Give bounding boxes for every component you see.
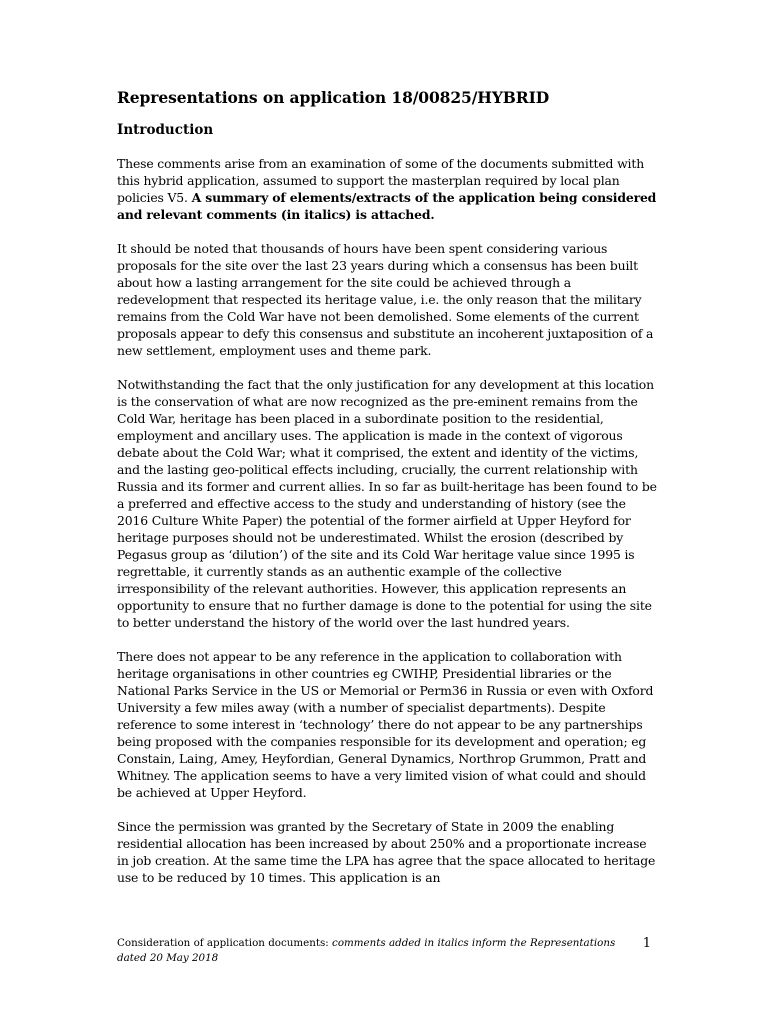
- paragraph-4: There does not appear to be any reference in the application to collaboration with heritage organisations in other countries eg CWIHP, Presidential libraries or the National Parks Service in the US or Memorial or Perm36 in Russia or even with Oxford University a few miles away (with a number of specialist departments). Despite reference to some interest in ‘technology’ there do not appear to be any partnerships being proposed with the companies responsible for its development and operation; eg Constain, Laing, Amey, Heyfordian, General Dynamics, Northrop Grummon, Pratt and Whitney. The application seems to have a very limited vision of what could and should be achieved at Upper Heyford.: [117, 649, 654, 800]
- page-number: 1: [642, 936, 651, 951]
- section-heading-introduction: Introduction: [117, 122, 214, 138]
- paragraph-1: [117, 155, 657, 223]
- page-footer: [117, 936, 657, 966]
- paragraph-1-text: These comments arise from an examination of some of the documents submitted with this hybrid application, assumed to support the masterplan required by local plan policies V5.: [117, 156, 645, 205]
- footer-note-plain: Consideration of application documents:: [117, 937, 333, 949]
- footer-note-italic-2: dated 20 May 2018: [117, 952, 219, 964]
- footer-note-italic-1: comments added in italics inform the Representations: [332, 937, 616, 949]
- document-title: Representations on application 18/00825/HYBRID: [117, 88, 550, 107]
- paragraph-5: Since the permission was granted by the Secretary of State in 2009 the enabling residential allocation has been increased by about 250% and a proportionate increase in job creation. At the same time the LPA has agree that the space allocated to heritage use to be reduced by 10 times. This application is an: [117, 819, 656, 885]
- paragraph-1-bold-text: A summary of elements/extracts of the application being considered and relevant comments (in italics) is attached.: [117, 190, 657, 222]
- footer-note: [117, 936, 637, 966]
- paragraph-2: It should be noted that thousands of hours have been spent considering various proposals for the site over the last 23 years during which a consensus has been built about how a lasting arrangement for the site could be achieved through a redevelopment that respected its heritage value, i.e. the only reason that the military remains from the Cold War have not been demolished. Some elements of the current proposals appear to defy this consensus and substitute an incoherent juxtaposition of a new settlement, employment uses and theme park.: [117, 241, 654, 358]
- document-body: [117, 88, 657, 903]
- paragraph-3: Notwithstanding the fact that the only justification for any development at this location is the conservation of what are now recognized as the pre-eminent remains from the Cold War, heritage has been placed in a subordinate position to the residential, employment and ancillary uses. The application is made in the context of vigorous debate about the Cold War; what it comprised, the extent and identity of the victims, and the lasting geo-political effects including, crucially, the current relationship with Russia and its former and current allies. In so far as built-heritage has been found to be a preferred and effective access to the study and understanding of history (see the 2016 Culture White Paper) the potential of the former airfield at Upper Heyford for heritage purposes should not be underestimated. Whilst the erosion (described by Pegasus group as ‘dilution’) of the site and its Cold War heritage value since 1995 is regrettable, it currently stands as an authentic example of the collective irresponsibility of the relevant authorities. However, this application represents an opportunity to ensure that no further damage is done to the potential for using the site to better understand the history of the world over the last hundred years.: [117, 377, 657, 630]
